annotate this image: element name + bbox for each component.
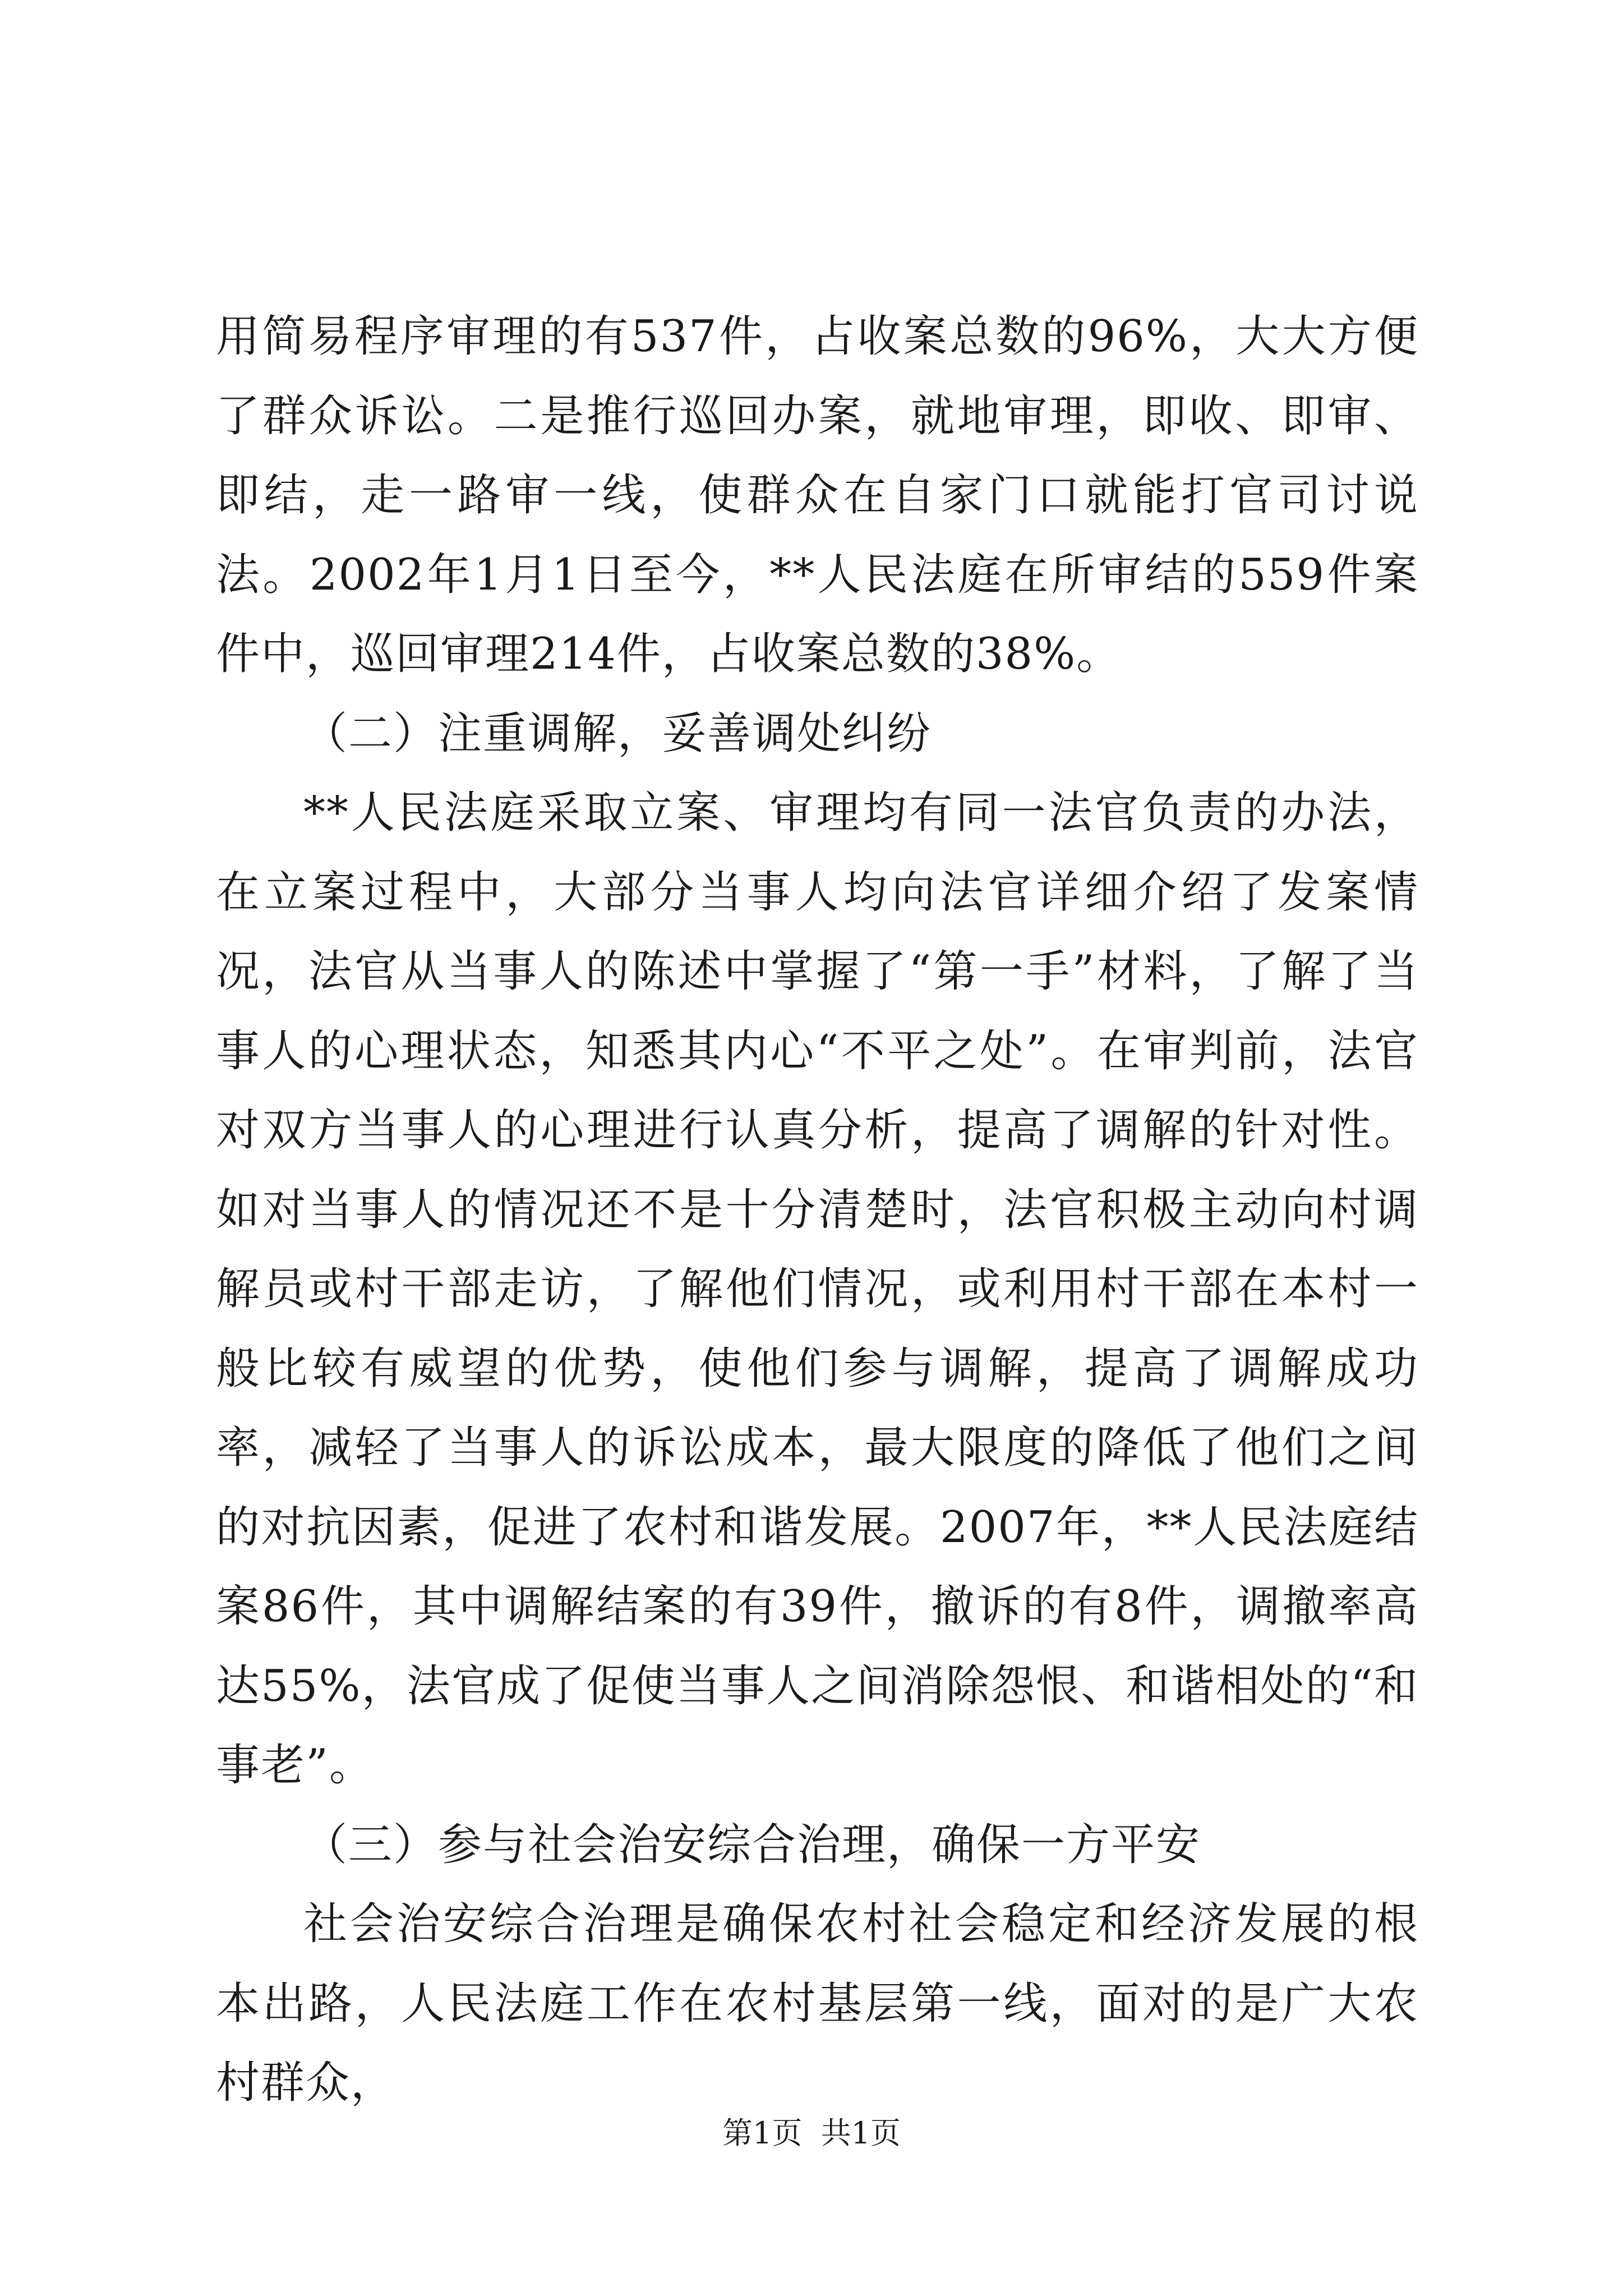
paragraph-public-security: 社会治安综合治理是确保农村社会稳定和经济发展的根本出路，人民法庭工作在农村基层第一线，面对的是广大农村群众， [216, 1899, 1419, 2108]
page-total: 共1页 [820, 2115, 901, 2151]
page-footer [0, 2114, 1623, 2153]
page-number: 第1页 [722, 2115, 803, 2151]
paragraph-mediation: **人民法庭采取立案、审理均有同一法官负责的办法，在立案过程中，大部分当事人均向法官详细介绍了发案情况，法官从当事人的陈述中掌握了“第一手”材料，了解了当事人的心理状态，知悉其内心“不平之处”。在审判前，法官对双方当事人的心理进行认真分析，提高了调解的针对性。如对当事人的情况还不是十分清楚时，法官积极主动向村调解员或村干部走访，了解他们情况，或利用村干部在本村一般比较有威望的优势，使他们参与调解，提高了调解成功率，减轻了当事人的诉讼成本，最大限度的降低了他们之间的对抗因素，促进了农村和谐发展。2007年，**人民法庭结案86件，其中调解结案的有39件，撤诉的有8件，调撤率高达55%，法官成了促使当事人之间消除怨恨、和谐相处的“和事老”。 [216, 788, 1419, 1791]
paragraph-continuation: 用简易程序审理的有537件，占收案总数的96%，大大方便了群众诉讼。二是推行巡回办案，就地审理，即收、即审、即结，走一路审一线，使群众在自家门口就能打官司讨说法。2002年1月1日至今，**人民法庭在所审结的559件案件中，巡回审理214件，占收案总数的38%。 [216, 311, 1419, 679]
document-body [216, 297, 1419, 2123]
section-heading-public-security: （三）参与社会治安综合治理，确保一方平安 [303, 1819, 1201, 1870]
section-heading-mediation: （二）注重调解，妥善调处纠纷 [303, 708, 932, 759]
